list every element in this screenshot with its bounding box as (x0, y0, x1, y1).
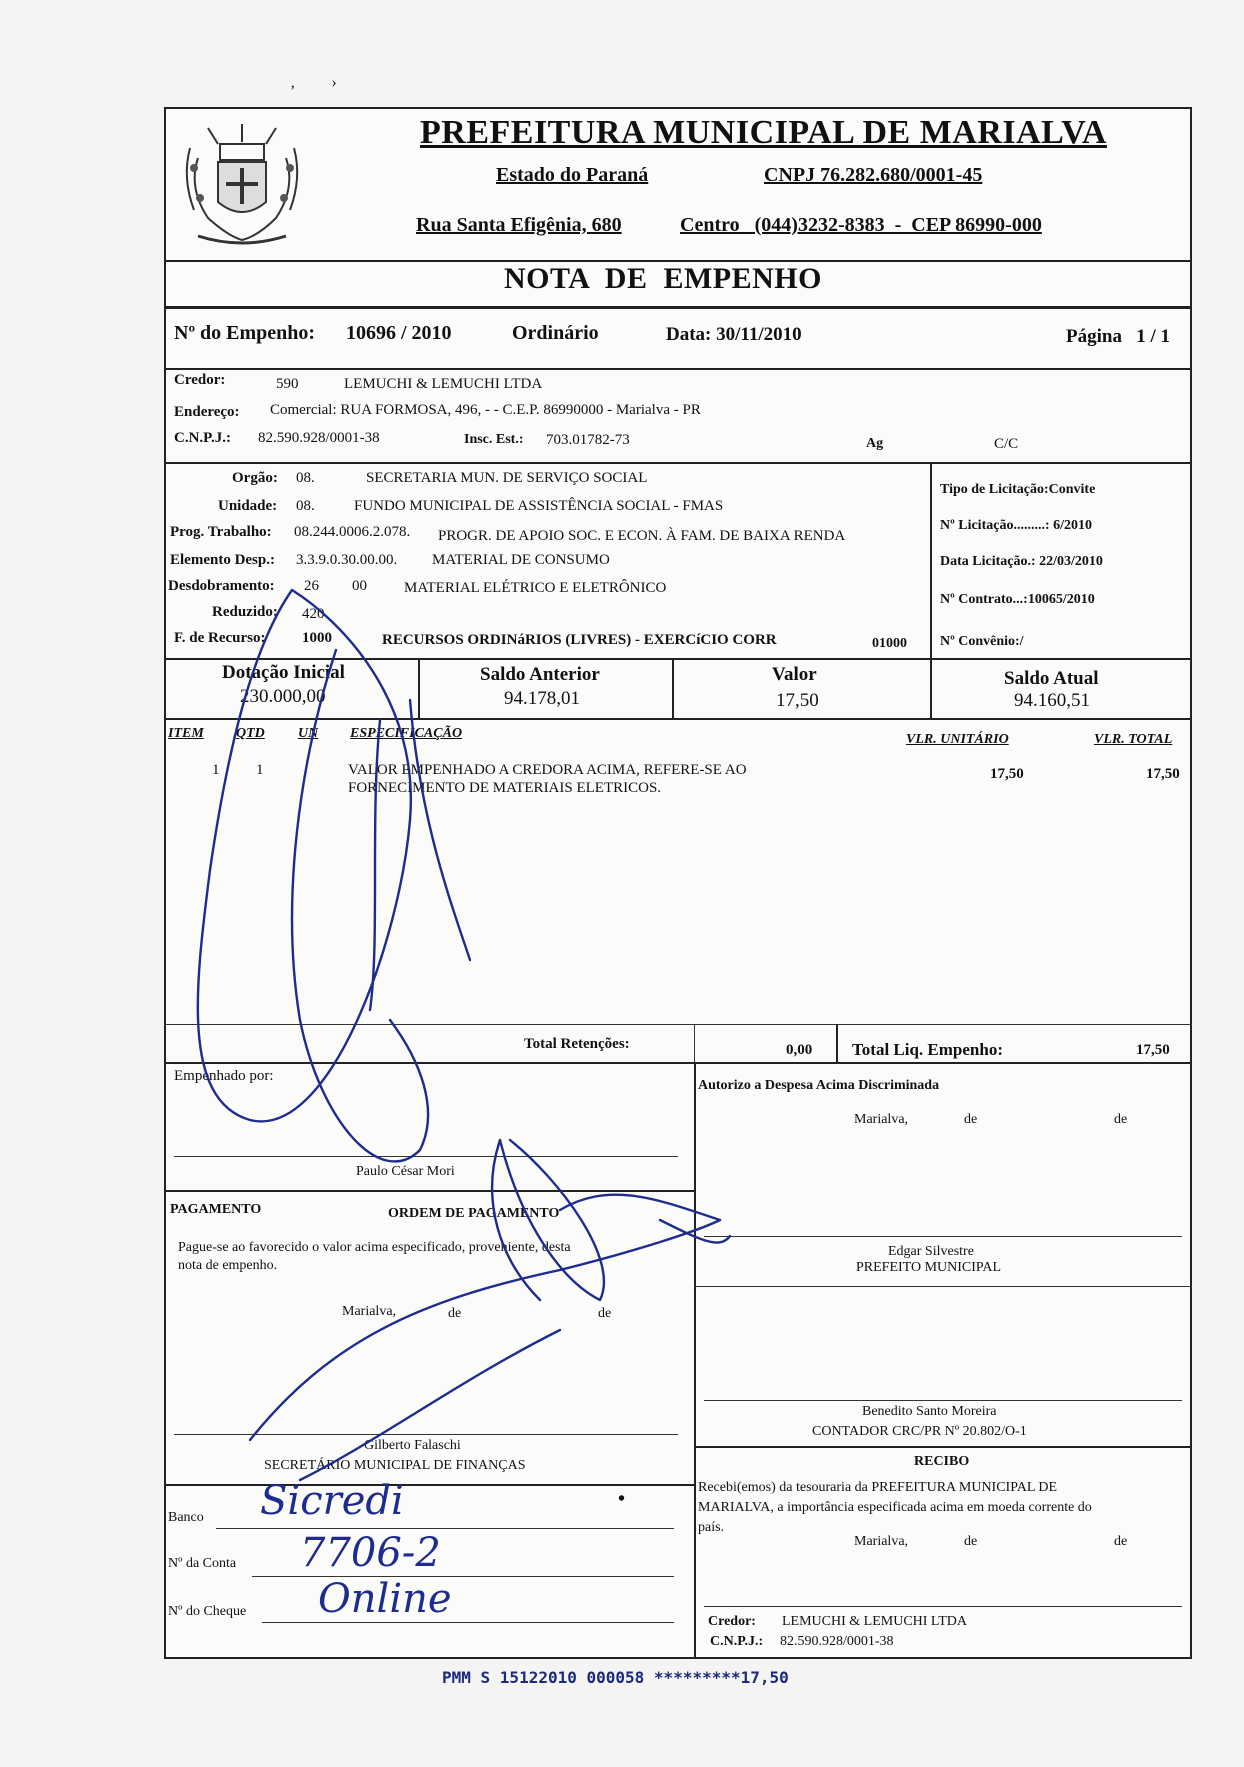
recibo-texto-2: MARIALVA, a importância especificada acima em moeda corrente do (698, 1500, 1092, 1515)
credor-cc: C/C (994, 436, 1019, 452)
empenho-number: 10696 / 2010 (346, 322, 452, 344)
credor-ag: Ag (866, 436, 884, 451)
header-address: Rua Santa Efigênia, 680 (416, 214, 622, 236)
retencoes-label: Total Retenções: (524, 1036, 630, 1052)
contador-cargo: CONTADOR CRC/PR Nº 20.802/O-1 (812, 1424, 1027, 1439)
licitacao-contrato: Nº Contrato...:10065/2010 (940, 592, 1095, 607)
dot-mark: • (618, 1488, 626, 1510)
row-unit: 17,50 (990, 766, 1024, 782)
elemento-name: MATERIAL DE CONSUMO (432, 552, 610, 568)
autorizo-local: Marialva, (854, 1112, 909, 1127)
empenho-number-label: Nº do Empenho: (174, 322, 316, 344)
credor-label: Credor: (174, 372, 226, 388)
prog-code: 08.244.0006.2.078. (294, 524, 411, 540)
prog-label: Prog. Trabalho: (170, 524, 272, 540)
pagamento-de-1: de (448, 1306, 462, 1321)
footer-stamp: PMM S 15122010 000058 *********17,50 (442, 1668, 789, 1687)
empenho-page: Página 1 / 1 (1066, 326, 1170, 347)
scan-mark: ‚ › (290, 74, 337, 91)
liquido-value: 17,50 (1136, 1042, 1170, 1058)
licitacao-tipo: Tipo de Licitação:Convite (940, 482, 1096, 497)
orgao-label: Orgão: (232, 470, 278, 486)
licitacao-data: Data Licitação.: 22/03/2010 (940, 554, 1103, 569)
valor-label: Valor (772, 664, 817, 685)
recibo-label: RECIBO (914, 1454, 970, 1469)
recibo-credor-label: Credor: (708, 1614, 756, 1629)
desdobramento-name: MATERIAL ELÉTRICO E ELETRÔNICO (404, 580, 667, 596)
empenho-date: Data: 30/11/2010 (666, 324, 802, 345)
unidade-name: FUNDO MUNICIPAL DE ASSISTÊNCIA SOCIAL - FMAS (354, 498, 724, 514)
credor-insc-label: Insc. Est.: (464, 432, 524, 447)
doc-title: NOTA DE EMPENHO (504, 262, 822, 295)
reduzido-value: 420 (302, 606, 325, 622)
saldo-anterior-value: 94.178,01 (504, 688, 580, 709)
coat-of-arms-icon (168, 118, 316, 252)
recibo-de-2: de (1114, 1534, 1128, 1549)
autorizo-de-1: de (964, 1112, 978, 1127)
secretario-cargo: SECRETÁRIO MUNICIPAL DE FINANÇAS (264, 1458, 526, 1473)
unidade-code: 08. (296, 498, 315, 514)
recibo-cnpj-label: C.N.P.J.: (710, 1634, 764, 1649)
autorizo-de-2: de (1114, 1112, 1128, 1127)
orgao-name: SECRETARIA MUN. DE SERVIÇO SOCIAL (366, 470, 648, 486)
col-item: ITEM (168, 726, 204, 741)
cheque-label: Nº do Cheque (168, 1604, 247, 1619)
credor-code: 590 (276, 376, 299, 392)
contador-nome: Benedito Santo Moreira (862, 1404, 997, 1419)
credor-address: Comercial: RUA FORMOSA, 496, - - C.E.P. 86990000 - Marialva - PR (270, 402, 701, 418)
empenhado-nome: Paulo César Mori (356, 1164, 455, 1179)
ordem-pagamento-label: ORDEM DE PAGAMENTO (388, 1206, 560, 1221)
header-state: Estado do Paraná (496, 164, 649, 186)
conta-label: Nº da Conta (168, 1556, 237, 1571)
header-cnpj: CNPJ 76.282.680/0001-45 (764, 164, 983, 186)
licitacao-numero: Nº Licitação.........: 6/2010 (940, 518, 1092, 533)
credor-address-label: Endereço: (174, 404, 240, 420)
prog-name: PROGR. DE APOIO SOC. E ECON. À FAM. DE BAIXA RENDA (438, 528, 846, 544)
orgao-code: 08. (296, 470, 315, 486)
recibo-texto-3: país. (698, 1520, 725, 1535)
reduzido-label: Reduzido: (212, 604, 278, 620)
saldo-anterior-label: Saldo Anterior (480, 664, 600, 685)
col-qtd: QTD (236, 726, 265, 741)
unidade-label: Unidade: (218, 498, 278, 514)
row-total: 17,50 (1146, 766, 1180, 782)
recibo-credor: LEMUCHI & LEMUCHI LTDA (782, 1614, 967, 1629)
licitacao-convenio: Nº Convênio:/ (940, 634, 1024, 649)
pagamento-texto-1: Pague-se ao favorecido o valor acima especificado, proveniente, desta (178, 1240, 571, 1255)
banco-handwritten: Sicredi (260, 1478, 404, 1524)
recurso-code: 1000 (302, 630, 332, 646)
recibo-texto-1: Recebi(emos) da tesouraria da PREFEITURA MUNICIPAL DE (698, 1480, 1058, 1495)
saldo-atual-label: Saldo Atual (1004, 668, 1099, 689)
row-espec-line1: VALOR EMPENHADO A CREDORA ACIMA, REFERE-SE AO (348, 762, 747, 778)
credor-cnpj-label: C.N.P.J.: (174, 430, 231, 446)
credor-insc: 703.01782-73 (546, 432, 630, 448)
elemento-label: Elemento Desp.: (170, 552, 275, 568)
conta-handwritten: 7706-2 (300, 1530, 441, 1576)
retencoes-value: 0,00 (786, 1042, 813, 1058)
empenho-type: Ordinário (512, 322, 599, 344)
cheque-handwritten: Online (318, 1576, 452, 1622)
desdobramento-code: 26 (304, 578, 319, 594)
elemento-code: 3.3.9.0.30.00.00. (296, 552, 398, 568)
valor-value: 17,50 (776, 690, 819, 711)
banco-label: Banco (168, 1510, 204, 1525)
autorizo-label: Autorizo a Despesa Acima Discriminada (698, 1078, 940, 1093)
liquido-label: Total Liq. Empenho: (852, 1040, 1003, 1059)
saldo-atual-value: 94.160,51 (1014, 690, 1090, 711)
pagamento-de-2: de (598, 1306, 612, 1321)
row-espec-line2: FORNECIMENTO DE MATERIAIS ELETRICOS. (348, 780, 662, 796)
pagamento-local: Marialva, (342, 1304, 397, 1319)
col-unit: VLR. UNITÁRIO (906, 732, 1009, 747)
recurso-name: RECURSOS ORDINáRIOS (LIVRES) - EXERCíCIO CORR (382, 632, 777, 648)
header-title: PREFEITURA MUNICIPAL DE MARIALVA (420, 114, 1107, 151)
prefeito-nome: Edgar Silvestre (888, 1244, 974, 1259)
pagamento-label: PAGAMENTO (170, 1202, 262, 1217)
credor-name: LEMUCHI & LEMUCHI LTDA (344, 376, 543, 392)
recurso-num: 01000 (872, 636, 907, 651)
recurso-label: F. de Recurso: (174, 630, 266, 646)
col-espec: ESPECIFICAÇÃO (350, 726, 463, 741)
row-item: 1 (212, 762, 220, 778)
recibo-local: Marialva, (854, 1534, 909, 1549)
col-un: UN (298, 726, 319, 741)
pagamento-texto-2: nota de empenho. (178, 1258, 278, 1273)
dotacao-label: Dotação Inicial (222, 662, 345, 683)
col-total: VLR. TOTAL (1094, 732, 1173, 747)
secretario-nome: Gilberto Falaschi (364, 1438, 461, 1453)
header-contact: Centro (044)3232-8383 - CEP 86990-000 (680, 214, 1042, 236)
desdobramento-label: Desdobramento: (168, 578, 275, 594)
row-qtd: 1 (256, 762, 264, 778)
credor-cnpj: 82.590.928/0001-38 (258, 430, 380, 446)
dotacao-value: 230.000,00 (240, 686, 326, 707)
prefeito-cargo: PREFEITO MUNICIPAL (856, 1260, 1002, 1275)
recibo-cnpj: 82.590.928/0001-38 (780, 1634, 894, 1649)
recibo-de-1: de (964, 1534, 978, 1549)
empenhado-por-label: Empenhado por: (174, 1068, 274, 1084)
desdobramento-sub: 00 (352, 578, 367, 594)
